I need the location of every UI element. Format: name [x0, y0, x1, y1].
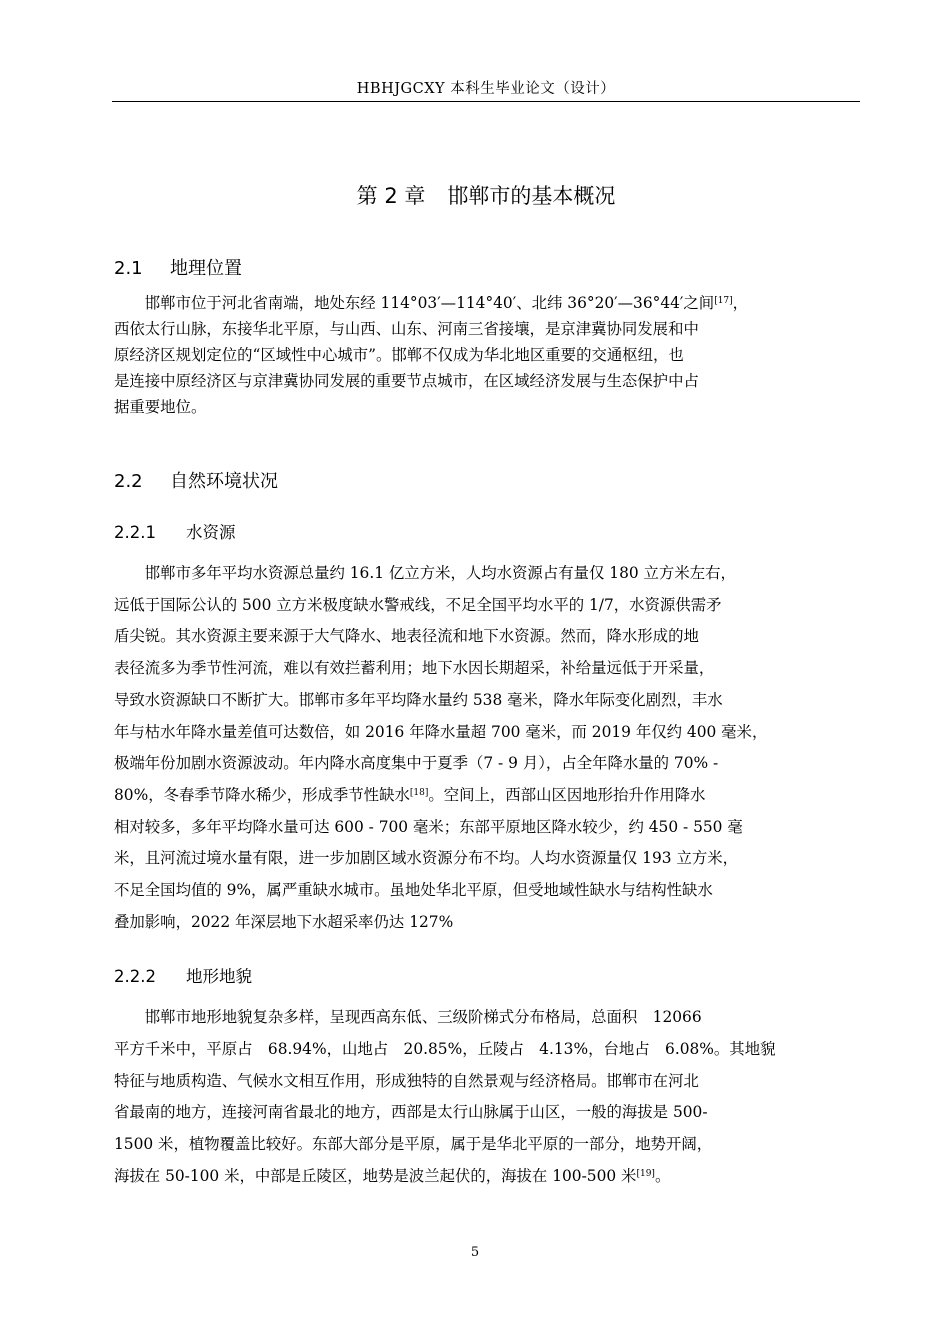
section-number: 2.2 — [114, 471, 143, 492]
text-line: 叠加影响，2022 年深层地下水超采率仍达 127% — [114, 912, 454, 931]
chapter-heading — [112, 180, 860, 210]
text-line: 是连接中原经济区与京津冀协同发展的重要节点城市，在区域经济发展与生态保护中占 — [114, 372, 699, 390]
section-title: 地理位置 — [170, 258, 242, 279]
subsection-number: 2.2.2 — [114, 967, 156, 986]
text-line: 米，且河流过境水量有限，进一步加剧区域水资源分布不均。人均水资源量仅 193 立方米， — [114, 849, 739, 868]
text-line: 特征与地质构造、气候水文相互作用，形成独特的自然景观与经济格局。邯郸市在河北 — [114, 1071, 699, 1090]
running-header: HBHJGCXY 本科生毕业论文（设计） — [356, 81, 616, 97]
paragraph-water-resources — [114, 558, 859, 938]
text-line: 1500 米，植物覆盖比较好。东部大部分是平原，属于是华北平原的一部分，地势开阔， — [114, 1135, 713, 1154]
citation: [18] — [409, 787, 429, 798]
chapter-title: 邯郸市的基本概况 — [447, 184, 616, 208]
text-line: 邯郸市多年平均水资源总量约 16.1 亿立方米，人均水资源占有量仅 180 立方米左右， — [114, 564, 736, 582]
section-heading-2-1 — [114, 254, 242, 280]
text-line: 极端年份加剧水资源波动。年内降水高度集中于夏季（7 - 9 月），占全年降水量的 70% - — [114, 754, 719, 773]
page-number: 5 — [470, 1245, 480, 1260]
text-line: 省最南的地方，连接河南省最北的地方，西部是太行山脉属于山区，一般的海拔是 500- — [114, 1103, 708, 1122]
subsection-heading-2-2-2 — [114, 963, 252, 987]
text-line: 不足全国均值的 9%，属严重缺水城市。虽地处华北平原，但受地域性缺水与结构性缺水 — [114, 881, 713, 900]
paragraph-topography — [114, 1002, 859, 1193]
citation: [17] — [714, 296, 733, 306]
text-line: 80%，冬春季节降水稀少，形成季节性缺水[18]。空间上，西部山区因地形抬升作用降水 — [114, 785, 706, 804]
subsection-heading-2-2-1 — [114, 519, 236, 543]
text-line: 邯郸市地形地貌复杂多样，呈现西高东低、三级阶梯式分布格局，总面积 12066 — [114, 1008, 702, 1026]
text-line: 平方千米中，平原占 68.94%，山地占 20.85%，丘陵占 4.13%，台地占 6.08%。其地貌 — [114, 1039, 776, 1058]
text-line: 海拔在 50-100 米，中部是丘陵区，地势是波兰起伏的，海拔在 100-500 米[19]。 — [114, 1166, 671, 1185]
header-rule — [112, 101, 860, 102]
citation: [19] — [636, 1168, 655, 1179]
text-line: 表径流多为季节性河流，难以有效拦蓄利用；地下水因长期超采，补给量远低于开采量， — [114, 659, 715, 678]
subsection-title: 地形地貌 — [186, 967, 252, 986]
text-line: 年与枯水年降水量差值可达数倍，如 2016 年降水量超 700 毫米，而 2019 年仅约 400 毫米， — [114, 722, 768, 741]
text-line: 相对较多，多年平均降水量可达 600 - 700 毫米；东部平原地区降水较少，约 450 - 550 毫 — [114, 817, 743, 836]
section-title: 自然环境状况 — [170, 471, 278, 492]
text-line: 远低于国际公认的 500 立方米极度缺水警戒线，不足全国平均水平的 1/7，水资源供需矛 — [114, 595, 722, 614]
text-line: 西依太行山脉，东接华北平原，与山西、山东、河南三省接壤，是京津冀协同发展和中 — [114, 320, 699, 338]
paragraph-location — [114, 290, 859, 420]
subsection-number: 2.2.1 — [114, 523, 156, 542]
text-line: 据重要地位。 — [114, 398, 207, 416]
text-line: 邯郸市位于河北省南端，地处东经 114°03′—114°40′、北纬 36°20′—36°44′之间[17]， — [114, 294, 749, 312]
text-line: 导致水资源缺口不断扩大。邯郸市多年平均降水量约 538 毫米，降水年际变化剧烈，丰水 — [114, 690, 723, 709]
chapter-number: 第 2 章 — [356, 184, 426, 208]
text-line: 原经济区规划定位的“区域性中心城市”。邯郸不仅成为华北地区重要的交通枢纽，也 — [114, 346, 684, 364]
section-number: 2.1 — [114, 258, 143, 279]
subsection-title: 水资源 — [186, 523, 236, 542]
section-heading-2-2 — [114, 467, 278, 493]
text-line: 盾尖锐。其水资源主要来源于大气降水、地表径流和地下水资源。然而，降水形成的地 — [114, 627, 699, 646]
